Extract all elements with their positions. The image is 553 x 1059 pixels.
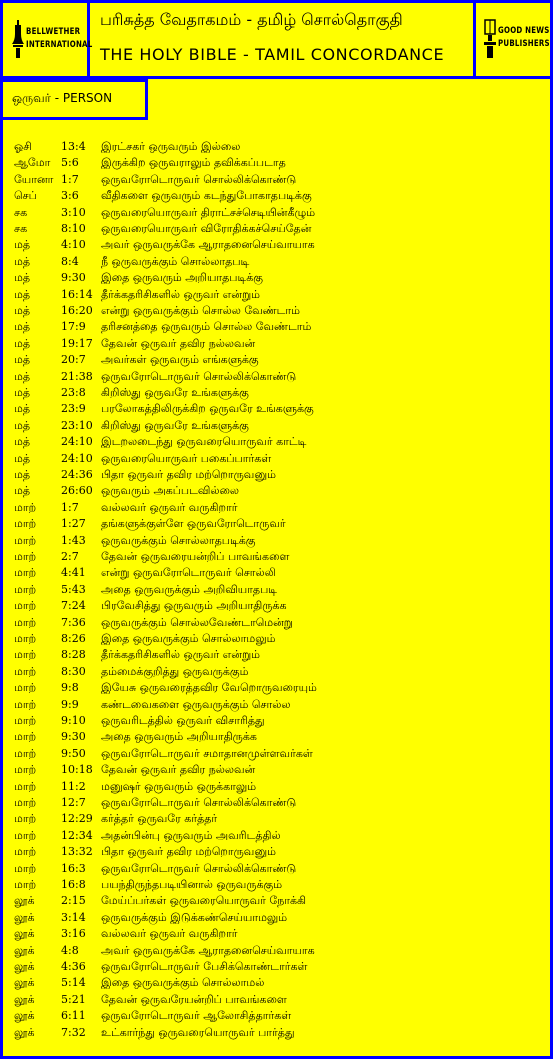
book-abbrev: லூக் [14,1025,35,1039]
book-abbrev: செப் [14,189,37,203]
verse-reference: 2:7 [61,550,79,563]
verse-text: என்று ஒருவரோடொருவர் சொல்லி [101,566,276,580]
verse-reference: 9:30 [61,730,86,744]
verse-reference: 20:7 [61,353,86,367]
verse-text: இதை ஒருவருக்கும் சொல்லாமல் [101,976,265,990]
book-abbrev: யோனா [14,172,54,186]
good-news-logo [484,18,553,58]
verse-text: இதை ஒருவரும் அறியாதபடிக்கு [101,271,263,285]
verse-text: மனுஷர் ஒருவரும் ஒருக்காலும் [101,779,257,793]
verse-text: இதை ஒருவருக்கும் சொல்லாமலும் [101,632,276,645]
verse-reference: 9:30 [61,271,86,285]
book-abbrev: மாற் [14,730,37,744]
verse-text: ஒருவரோடொருவர் சொல்லிக்கொண்டு [101,369,297,383]
verse-text: அதை ஒருவருக்கும் அறிவியாதபடி [101,582,278,596]
book-abbrev: மாற் [14,517,37,531]
verse-reference: 16:14 [61,287,93,301]
book-abbrev: மாற் [14,533,37,547]
verse-text: பிதா ஒருவர் தவிர மற்றொருவனும் [101,845,276,859]
book-abbrev: மாற் [14,845,37,859]
book-abbrev: மத் [14,435,31,449]
verse-text: கிறிஸ்து ஒருவரே உங்களுக்கு [101,386,249,399]
verse-reference: 3:6 [61,189,79,203]
book-abbrev: லூக் [14,910,35,924]
verse-text: ஒருவரிடத்தில் ஒருவர் விசாரித்து [101,714,265,727]
verse-text: தரிசனத்தை ஒருவரும் சொல்ல வேண்டாம் [101,320,312,334]
verse-text: தேவன் ஒருவர் தவிர நல்லவன் [101,336,256,350]
verse-reference: 17:9 [61,320,86,334]
book-abbrev: மாற் [14,812,37,826]
verse-reference: 4:36 [61,960,86,973]
verse-text: வல்லவர் ஒருவர் வருகிறார் [101,927,238,941]
verse-text: அவர் ஒருவருக்கே ஆராதனைசெய்வாயாக [101,943,315,957]
verse-text: என்று ஒருவருக்கும் சொல்ல வேண்டாம் [101,304,301,317]
verse-text: நீ ஒருவருக்கும் சொல்லாதபடி [101,254,250,268]
bellwether-logo [12,20,111,58]
verse-reference: 6:11 [61,1009,86,1023]
book-abbrev: மாற் [14,599,37,613]
book-abbrev: மத் [14,418,31,432]
verse-reference: 16:3 [61,861,86,875]
verse-reference: 8:10 [61,222,86,235]
verse-text: பரலோகத்திலிருக்கிற ஒருவரே உங்களுக்கு [101,402,314,416]
verse-text: தங்களுக்குள்ளே ஒருவரோடொருவர் [101,517,286,531]
verse-reference: 5:43 [61,582,86,596]
verse-reference: 8:30 [61,664,86,678]
verse-text: இடறலடைந்து ஒருவரையொருவர் காட்டி [101,435,307,449]
left-logo-line2: INTERNATIONAL [26,40,93,50]
book-abbrev: லூக் [14,1009,35,1023]
verse-text: ஒருவரையொருவர் திராட்சச்செடியின்கீழும் [101,205,316,219]
verse-text: தேவன் ஒருவரேயன்றிப் பாவங்களை [101,992,287,1006]
bell-icon [12,20,24,58]
verse-reference: 2:15 [61,894,86,908]
verse-reference: 4:41 [61,566,86,580]
verse-text: தம்மைக்குறித்து ஒருவருக்கும் [101,664,249,678]
book-icon [484,18,496,58]
verse-reference: 12:29 [61,812,93,826]
verse-reference: 16:20 [61,304,93,317]
verse-reference: 7:32 [61,1025,86,1039]
verse-reference: 23:10 [61,418,93,432]
verse-reference: 24:10 [61,435,93,449]
verse-reference: 1:7 [61,500,79,514]
verse-reference: 9:9 [61,697,79,711]
book-abbrev: மத் [14,484,31,498]
right-logo-line1: GOOD NEWS [498,26,550,36]
verse-text: அவர் ஒருவருக்கே ஆராதனைசெய்வாயாக [101,238,315,252]
book-abbrev: மாற் [14,500,37,514]
book-abbrev: ஆமோ [14,156,51,170]
verse-text: தேவன் ஒருவரையன்றிப் பாவங்களை [101,550,290,563]
verse-text: ஒருவரையொருவர் விரோதிக்கச்செய்தேன் [101,222,312,235]
book-abbrev: மாற் [14,779,37,793]
verse-text: அதன்பின்பு ஒருவரும் அவரிடத்தில் [101,828,281,842]
book-abbrev: மாற் [14,861,37,875]
verse-reference: 1:43 [61,533,86,547]
verse-text: தேவன் ஒருவர் தவிர நல்லவன் [101,763,256,777]
book-abbrev: மாற் [14,681,37,695]
book-abbrev: மத் [14,238,31,252]
verse-reference: 5:6 [61,156,79,170]
verse-reference: 3:14 [61,910,86,924]
book-abbrev: லூக் [14,943,35,957]
verse-text: கிறிஸ்து ஒருவரே உங்களுக்கு [101,418,249,432]
verse-text: ஒருவரும் அகப்படவில்லை [101,484,240,498]
book-abbrev: மத் [14,386,31,399]
verse-reference: 13:4 [61,140,86,153]
book-abbrev: மத் [14,336,31,350]
verse-reference: 23:8 [61,386,86,399]
verse-text: ஒருவரையொருவர் பகைப்பார்கள் [101,451,272,465]
verse-text: ஒருவரோடொருவர் சமாதானமுள்ளவர்கள் [101,746,313,760]
verse-reference: 12:7 [61,796,86,809]
concordance-heading: ஒருவர் - PERSON [12,91,113,105]
book-abbrev: மாற் [14,714,37,727]
verse-text: அதை ஒருவரும் அறியாதிருக்க [101,730,257,744]
verse-reference: 8:28 [61,648,86,662]
book-abbrev: மத் [14,402,31,416]
verse-reference: 7:36 [61,615,86,629]
verse-reference: 8:26 [61,632,86,645]
book-abbrev: சக [14,205,28,219]
book-abbrev: மத் [14,468,31,481]
book-abbrev: மத் [14,369,31,383]
book-abbrev: மத் [14,304,31,317]
book-abbrev: மாற் [14,828,37,842]
verse-text: ஒருவரோடொருவர் ஆலோசித்தார்கள் [101,1009,292,1023]
verse-reference: 4:8 [61,943,79,957]
verse-text: வீதிகளை ஒருவரும் கடந்துபோகாதபடிக்கு [101,189,312,203]
book-abbrev: லூக் [14,927,35,941]
verse-text: ஒருவருக்கும் இடுக்கண்செய்யாமலும் [101,910,288,924]
verse-text: தீர்க்கதரிசிகளில் ஒருவர் என்றும் [101,648,260,662]
right-logo-line2: PUBLISHERS [498,39,550,49]
verse-reference: 16:8 [61,878,86,891]
verse-text: மேய்ப்பர்கள் ஒருவரையொருவர் நோக்கி [101,894,307,908]
title-tamil: பரிசுத்த வேதாகமம் - தமிழ் சொல்தொகுதி [100,10,403,29]
verse-reference: 12:34 [61,828,93,842]
verse-text: ஒருவருக்கும் சொல்லாதபடிக்கு [101,533,256,547]
book-abbrev: லூக் [14,894,35,908]
verse-text: ஒருவரோடொருவர் சொல்லிக்கொண்டு [101,861,297,875]
book-abbrev: மாற் [14,763,37,777]
title-english: THE HOLY BIBLE - TAMIL CONCORDANCE [100,45,445,64]
verse-text: கர்த்தர் ஒருவரே கர்த்தர் [101,812,218,826]
verse-reference: 4:10 [61,238,86,252]
verse-reference: 1:7 [61,172,79,186]
book-abbrev: மாற் [14,697,37,711]
verse-text: உட்கார்ந்து ஒருவரையொருவர் பார்த்து [101,1025,295,1039]
book-abbrev: மத் [14,271,31,285]
verse-text: ஒருவருக்கும் சொல்லவேண்டாமென்று [101,615,294,629]
verse-reference: 11:2 [61,779,86,793]
book-abbrev: மாற் [14,566,37,580]
book-abbrev: சக [14,222,28,235]
verse-text: தீர்க்கதரிசிகளில் ஒருவர் என்றும் [101,287,260,301]
left-logo-line1: BELLWETHER [26,27,81,37]
verse-text: ஒருவரோடொருவர் சொல்லிக்கொண்டு [101,172,297,186]
verse-reference: 23:9 [61,402,86,416]
verse-text: இரட்சகர் ஒருவரும் இல்லை [101,140,241,153]
verse-reference: 21:38 [61,369,93,383]
verse-reference: 9:8 [61,681,79,695]
verse-text: இருக்கிற ஒருவராலும் தவிக்கப்படாத [101,156,286,170]
verse-text: பிரவேசித்து ஒருவரும் அறியாதிருக்க [101,599,287,613]
book-abbrev: மத் [14,353,31,367]
verse-text: ஒருவரோடொருவர் சொல்லிக்கொண்டு [101,796,297,809]
book-abbrev: மத் [14,451,31,465]
verse-reference: 1:27 [61,517,86,531]
verse-text: கண்டவைகளை ஒருவருக்கும் சொல்ல [101,697,291,711]
book-abbrev: மாற் [14,648,37,662]
verse-reference: 3:16 [61,927,86,941]
verse-reference: 9:10 [61,714,86,727]
verse-reference: 19:17 [61,336,93,350]
book-abbrev: மாற் [14,878,37,891]
verse-reference: 24:36 [61,468,93,481]
verse-text: இயேசு ஒருவரைத்தவிர வேறொருவரையும் [101,681,317,695]
book-abbrev: ஓசி [14,140,32,153]
book-abbrev: மாற் [14,582,37,596]
verse-text: வல்லவர் ஒருவர் வருகிறார் [101,500,238,514]
verse-text: பயந்திருந்தபடியினால் ஒருவருக்கும் [101,878,283,891]
book-abbrev: லூக் [14,976,35,990]
book-abbrev: லூக் [14,960,35,973]
book-abbrev: மாற் [14,796,37,809]
verse-reference: 9:50 [61,746,86,760]
verse-reference: 7:24 [61,599,86,613]
book-abbrev: மத் [14,254,31,268]
book-abbrev: மாற் [14,550,37,563]
verse-reference: 3:10 [61,205,86,219]
verse-text: பிதா ஒருவர் தவிர மற்றொருவனும் [101,468,276,481]
verse-reference: 13:32 [61,845,93,859]
verse-reference: 10:18 [61,763,93,777]
book-abbrev: மத் [14,287,31,301]
verse-reference: 5:21 [61,992,86,1006]
book-abbrev: லூக் [14,992,35,1006]
book-abbrev: மாற் [14,746,37,760]
book-abbrev: மாற் [14,615,37,629]
verse-text: ஒருவரோடொருவர் பேசிக்கொண்டார்கள் [101,960,308,973]
verse-reference: 26:60 [61,484,93,498]
verse-reference: 24:10 [61,451,93,465]
verse-reference: 8:4 [61,254,79,268]
book-abbrev: மத் [14,320,31,334]
verse-text: அவர்கள் ஒருவரும் எங்களுக்கு [101,353,259,367]
verse-reference: 5:14 [61,976,86,990]
book-abbrev: மாற் [14,664,37,678]
book-abbrev: மாற் [14,632,37,645]
